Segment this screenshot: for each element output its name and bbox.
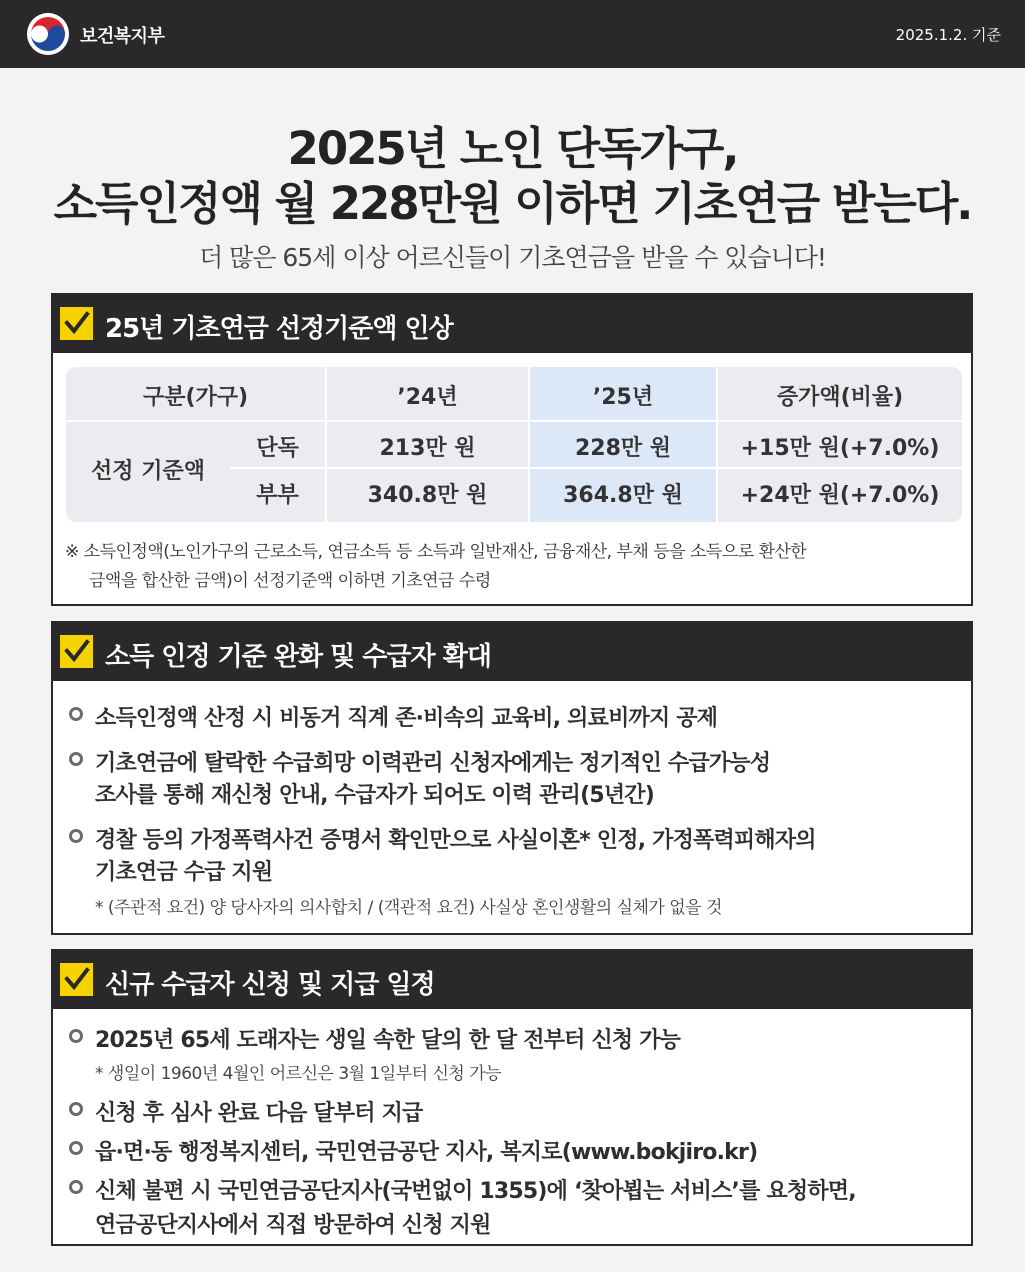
cell-increase-single: +15만 원(+7.0%) xyxy=(740,436,940,461)
row-type-single: 단독 xyxy=(256,436,299,461)
section-income-relief xyxy=(51,621,973,935)
checkbox-check-icon xyxy=(60,635,93,668)
section-header xyxy=(53,951,971,1009)
list-item-cont: 연금공단지사에서 직접 방문하여 신청 지원 xyxy=(95,1213,491,1238)
taegeuk-logo-icon xyxy=(27,13,69,55)
note-line1: ※ 소득인정액(노인가구의 근로소득, 연금소득 등 소득과 일반재산, 금융재산, 부채 등을 소득으로 환산한 xyxy=(65,542,807,562)
row-type-couple: 부부 xyxy=(256,483,299,508)
checkbox-check-icon xyxy=(60,963,93,996)
section-title: 소득 인정 기준 완화 및 수급자 확대 xyxy=(105,642,491,672)
note-line2: 금액을 합산한 금액)이 선정기준액 이하면 기초연금 수령 xyxy=(89,571,491,591)
cell-2024-couple: 340.8만 원 xyxy=(367,483,488,508)
cell-2025-couple: 364.8만 원 xyxy=(563,483,683,508)
bullet-circle-icon xyxy=(69,1141,83,1155)
list-item-note: * 생일이 1960년 4월인 어르신은 3월 1일부터 신청 가능 xyxy=(95,1064,502,1084)
top-bar xyxy=(0,0,1025,68)
list-item: 소득인정액 산정 시 비동거 직계 존·비속의 교육비, 의료비까지 공제 xyxy=(95,706,718,731)
header-category: 구분(가구) xyxy=(142,385,249,410)
section-pension-criteria xyxy=(51,293,973,606)
section-header xyxy=(53,623,971,681)
date-label: 2025.1.2. 기준 xyxy=(895,26,1001,44)
list-item-note: * (주관적 요건) 양 당사자의 의사합치 / (객관적 요건) 사실상 혼인생활의 실체가 없을 것 xyxy=(95,898,722,918)
list-item: 2025년 65세 도래자는 생일 속한 달의 한 달 전부터 신청 가능 xyxy=(95,1028,681,1053)
bullet-circle-icon xyxy=(69,707,83,721)
bullet-circle-icon xyxy=(69,752,83,766)
bullet-circle-icon xyxy=(69,1102,83,1116)
list-item: 읍·면·동 행정복지센터, 국민연금공단 지사, 복지로(www.bokjiro.kr) xyxy=(95,1140,758,1165)
section-title: 25년 기초연금 선정기준액 인상 xyxy=(105,314,453,344)
header-increase: 증가액(비율) xyxy=(776,385,904,410)
checkbox-check-icon xyxy=(60,307,93,340)
list-item-cont: 기초연금 수급 지원 xyxy=(95,860,273,885)
list-item: 기초연금에 탈락한 수급희망 이력관리 신청자에게는 정기적인 수급가능성 xyxy=(95,751,771,776)
cell-2025-single: 228만 원 xyxy=(574,436,672,461)
headline-line1: 2025년 노인 단독가구, xyxy=(287,122,738,175)
row-group-label: 선정 기준액 xyxy=(91,459,205,484)
bullet-circle-icon xyxy=(69,829,83,843)
cell-increase-couple: +24만 원(+7.0%) xyxy=(740,483,940,508)
list-item: 신체 불편 시 국민연금공단지사(국번없이 1355)에 ‘찾아뵙는 서비스’를 요청하면, xyxy=(95,1179,856,1204)
subtitle: 더 많은 65세 이상 어르신들이 기초연금을 받을 수 있습니다! xyxy=(199,243,826,272)
header-2025: ’25년 xyxy=(592,385,654,410)
section-application-schedule xyxy=(51,949,973,1246)
criteria-table xyxy=(66,367,962,522)
section-header xyxy=(53,295,971,353)
section-title: 신규 수급자 신청 및 지급 일정 xyxy=(105,970,435,1000)
bullet-circle-icon xyxy=(69,1180,83,1194)
list-item-cont: 조사를 통해 재신청 안내, 수급자가 되어도 이력 관리(5년간) xyxy=(95,783,654,808)
headline-line2: 소득인정액 월 228만원 이하면 기초연금 받는다. xyxy=(53,177,972,230)
header-2024: ’24년 xyxy=(397,385,458,410)
list-item: 신청 후 심사 완료 다음 달부터 지급 xyxy=(95,1101,423,1126)
list-item: 경찰 등의 가정폭력사건 증명서 확인만으로 사실이혼* 인정, 가정폭력피해자의 xyxy=(95,828,816,853)
bullet-circle-icon xyxy=(69,1029,83,1043)
cell-2024-single: 213만 원 xyxy=(379,436,476,461)
org-name: 보건복지부 xyxy=(80,26,165,47)
